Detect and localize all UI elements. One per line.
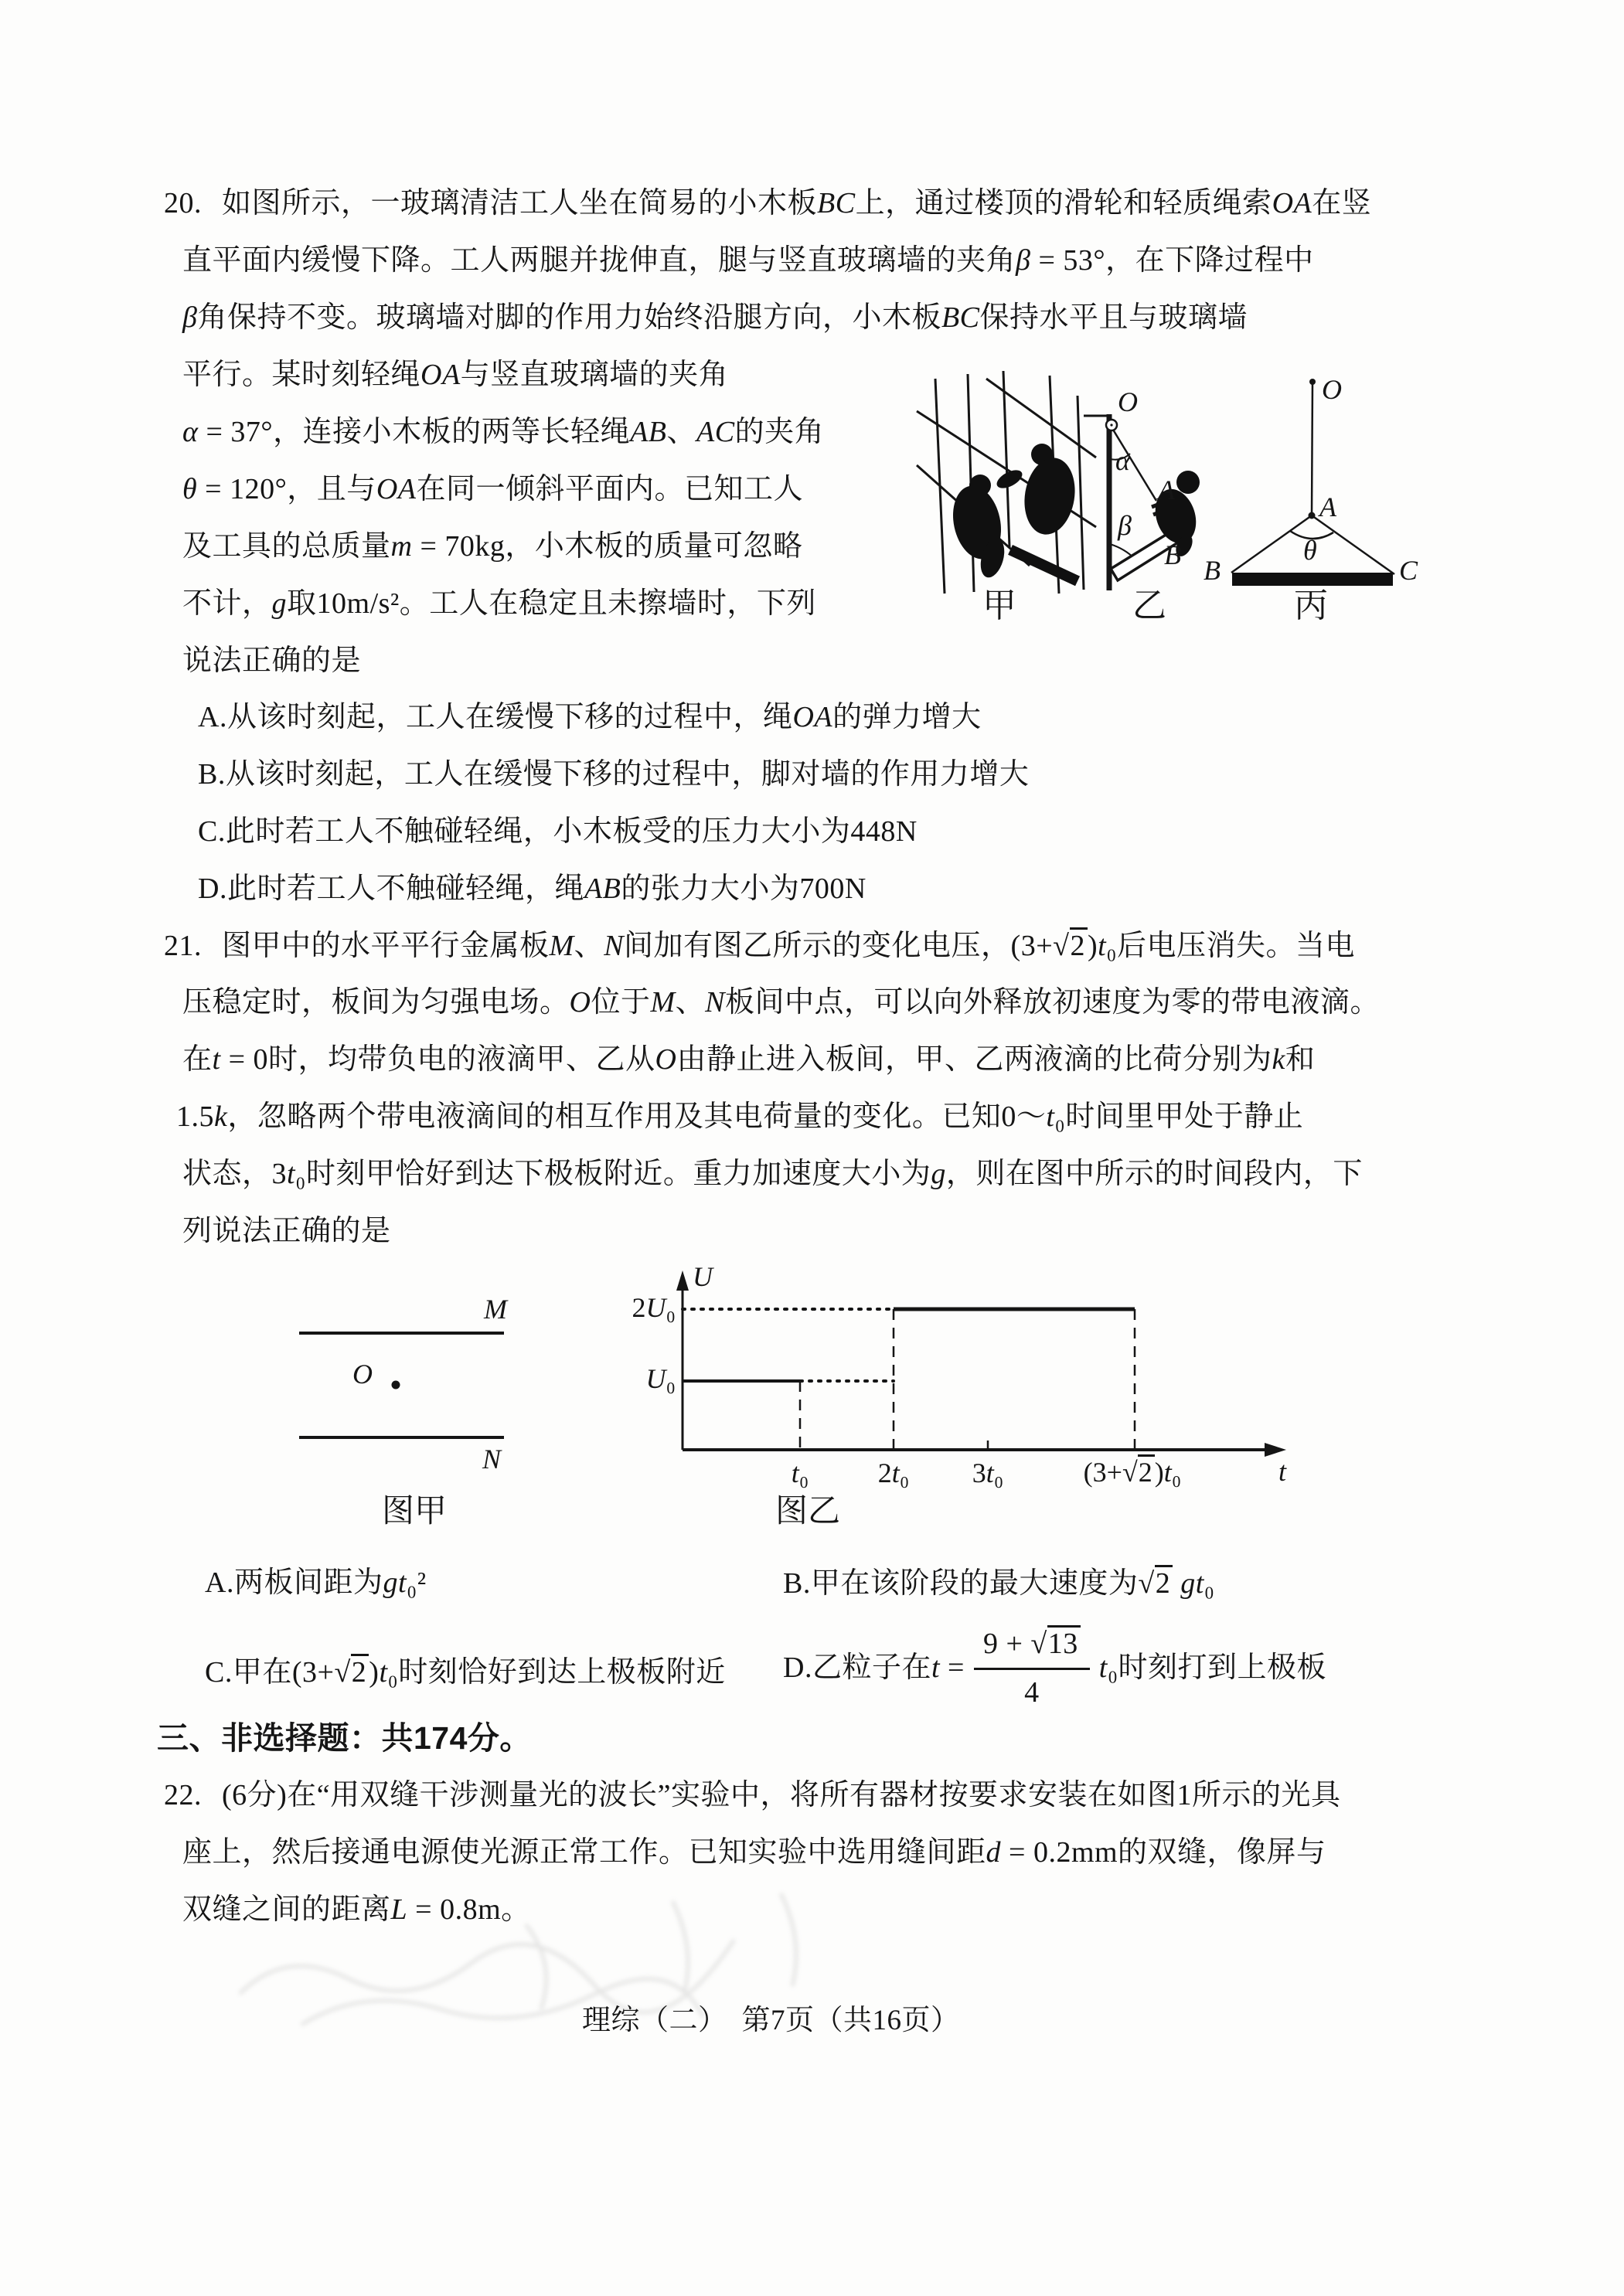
q20-line-1: 20. 如图所示，一玻璃清洁工人坐在简易的小木板BC上，通过楼顶的滑轮和轻质绳索OA在竖 [164, 187, 1372, 219]
q22-line-3: 双缝之间的距离L = 0.8m。 [182, 1893, 531, 1926]
q21-fig-yi-caption: 图乙 [775, 1494, 840, 1529]
q20-fig-yi-label-b: B [1164, 539, 1181, 570]
q20-fig-bing-caption: 丙 [1294, 587, 1328, 624]
q21-option-d-post: t₀时刻打到上极板 [1098, 1651, 1327, 1684]
q21-line-2: 压稳定时，板间为匀强电场。O位于M、N板间中点，可以向外释放初速度为零的带电液滴。 [182, 986, 1381, 1019]
q20-line-8: 不计，g取10m/s²。工人在稳定且未擦墙时，下列 [182, 587, 816, 620]
q20-fig-yi-caption: 乙 [1132, 587, 1166, 624]
q21-option-d [783, 1621, 1326, 1714]
q20-fig-yi-label-alpha: α [1115, 445, 1130, 476]
q20-option-d: D.此时若工人不触碰轻绳，绳AB的张力大小为700N [198, 872, 866, 905]
q20-option-c: C.此时若工人不触碰轻绳，小木板受的压力大小为448N [198, 815, 918, 848]
q20-fig-bing-label-b: B [1204, 555, 1221, 586]
q21-graph-2u0-label: 2U₀ [632, 1292, 676, 1323]
q21-option-b: B.甲在该阶段的最大速度为√2 gt₀ [783, 1565, 1215, 1601]
q20-line-5: α = 37°，连接小木板的两等长轻绳AB、AC的夹角 [182, 416, 825, 448]
q21-graph-u0-label: U₀ [645, 1363, 676, 1394]
q20-option-a: A.从该时刻起，工人在缓慢下移的过程中，绳OA的弹力增大 [198, 701, 982, 733]
q20-fig-yi-label-o: O [1118, 386, 1138, 417]
section-3-header: 三、非选择题：共174分。 [157, 1720, 532, 1756]
q20-line-6: θ = 120°，且与OA在同一倾斜平面内。已知工人 [182, 473, 803, 505]
q21-fig-jia-caption: 图甲 [381, 1494, 447, 1529]
q21-graph-tick-t0: t₀ [791, 1458, 809, 1488]
q21-line-1: 21. 图甲中的水平平行金属板M、N间加有图乙所示的变化电压，(3+√2)t₀后电压消失。当电 [164, 927, 1355, 964]
q20-fig-bing-label-theta: θ [1303, 535, 1317, 566]
q21-fig-label-m: M [484, 1294, 507, 1325]
q21-fig-label-o: O [352, 1359, 373, 1390]
q20-fig-bing-label-o: O [1322, 374, 1342, 405]
q22-line-2: 座上，然后接通电源使光源正常工作。已知实验中选用缝间距d = 0.2mm的双缝，像屏与 [182, 1836, 1326, 1869]
q20-fig-jia-caption: 甲 [982, 587, 1016, 624]
q22-line-1: 22. (6分)在“用双缝干涉测量光的波长”实验中，将所有器材按要求安装在如图1所示的光具 [164, 1779, 1341, 1811]
q20-line-9: 说法正确的是 [182, 645, 362, 677]
q20-figure [912, 363, 1438, 630]
q21-option-d-pre: D.乙粒子在t = [783, 1651, 965, 1684]
q21-option-a: A.两板间距为gt₀² [205, 1566, 427, 1599]
q21-option-d-numerator: 9 + √13 [974, 1625, 1090, 1670]
q21-option-d-denominator: 4 [1024, 1676, 1040, 1709]
q20-line-7: 及工具的总质量m = 70kg，小木板的质量可忽略 [182, 530, 803, 563]
q21-option-c: C.甲在(3+√2)t₀时刻恰好到达上极板附近 [205, 1654, 726, 1690]
q21-graph-tick-3sqrt2t0: (3+√2)t₀ [1059, 1454, 1206, 1488]
q20-option-b: B.从该时刻起，工人在缓慢下移的过程中，脚对墙的作用力增大 [198, 758, 1030, 791]
q20-fig-bing-label-c: C [1399, 555, 1418, 586]
q20-fig-yi-label-beta: β [1118, 510, 1132, 541]
q20-fig-yi-label-a: A [1158, 475, 1175, 505]
q21-line-3: 在t = 0时，均带负电的液滴甲、乙从O由静止进入板间，甲、乙两液滴的比荷分别为k和 [182, 1043, 1316, 1076]
q21-figure [255, 1260, 1353, 1553]
q21-graph-tick-2t0: 2t₀ [877, 1458, 910, 1488]
q20-line-3: β角保持不变。玻璃墙对脚的作用力始终沿腿方向，小木板BC保持水平且与玻璃墙 [182, 301, 1248, 334]
q21-graph-ylabel: U [693, 1261, 713, 1292]
q21-line-6: 列说法正确的是 [182, 1215, 391, 1247]
q20-line-2: 直平面内缓慢下降。工人两腿并拢伸直，腿与竖直玻璃墙的夹角β = 53°，在下降过程中 [182, 244, 1314, 277]
q21-fig-label-n: N [482, 1444, 502, 1475]
q21-graph-tick-3t0: 3t₀ [972, 1458, 1004, 1488]
q21-option-d-fraction [974, 1625, 1090, 1710]
q20-fig-bing-label-a: A [1319, 492, 1336, 522]
q20-line-4: 平行。某时刻轻绳OA与竖直玻璃墙的夹角 [182, 359, 729, 391]
q21-graph-xlabel: t [1278, 1456, 1287, 1487]
q21-line-5: 状态，3t₀时刻甲恰好到达下极板附近。重力加速度大小为g，则在图中所示的时间段内，下 [182, 1158, 1363, 1190]
q21-line-4: 1.5k，忽略两个带电液滴间的相互作用及其电荷量的变化。已知0～t₀时间里甲处于静止 [176, 1100, 1304, 1133]
page-footer: 理综（二） 第7页（共16页） [582, 2005, 960, 2036]
